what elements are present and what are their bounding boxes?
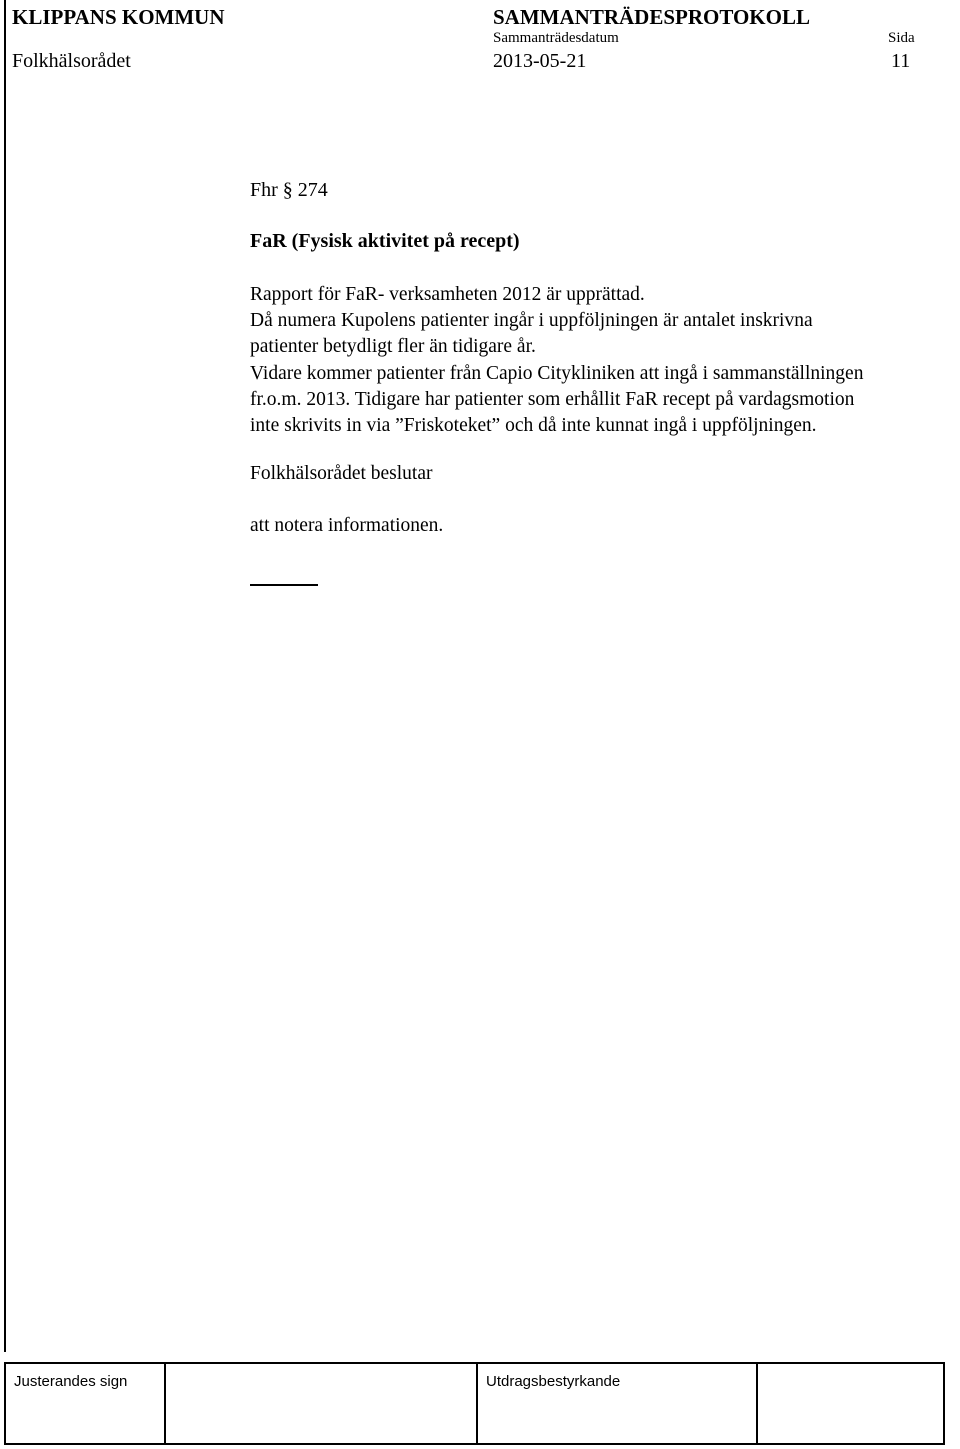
signature-table [4,1362,945,1445]
section-end-rule [250,584,318,586]
section-heading: FaR (Fysisk aktivitet på recept) [250,230,520,252]
body-line: Vidare kommer patienter från Capio Citykliniken att ingå i sammanställningen [250,362,864,384]
document-type: SAMMANTRÄDESPROTOKOLL [493,5,810,29]
sign-label: Justerandes sign [14,1373,128,1390]
org-name: KLIPPANS KOMMUN [12,5,225,29]
page-label: Sida [888,30,915,46]
page-number: 11 [891,50,911,72]
extract-field [757,1363,944,1444]
paragraph-ref: Fhr § 274 [250,179,328,201]
body-line: Rapport för FaR- verksamheten 2012 är upprättad. [250,284,645,305]
body-line: Då numera Kupolens patienter ingår i uppföljningen är antalet inskrivna [250,310,813,332]
council-name: Folkhälsorådet [12,50,131,72]
extract-label-cell [477,1363,757,1444]
left-margin-rule [4,0,6,1352]
decision-text: att notera informationen. [250,515,444,536]
date-label: Sammanträdesdatum [493,30,619,46]
extract-label: Utdragsbestyrkande [486,1373,621,1390]
sign-field [165,1363,477,1444]
meeting-date: 2013-05-21 [493,50,587,72]
body-line: patienter betydligt fler än tidigare år. [250,336,536,358]
body-line: fr.o.m. 2013. Tidigare har patienter som erhållit FaR recept på vardagsmotion [250,388,855,410]
decision-intro: Folkhälsorådet beslutar [250,463,433,484]
section-body [250,282,863,439]
body-line: inte skrivits in via ”Friskoteket” och då inte kunnat ingå i uppföljningen. [250,415,817,437]
sign-label-cell [5,1363,165,1444]
